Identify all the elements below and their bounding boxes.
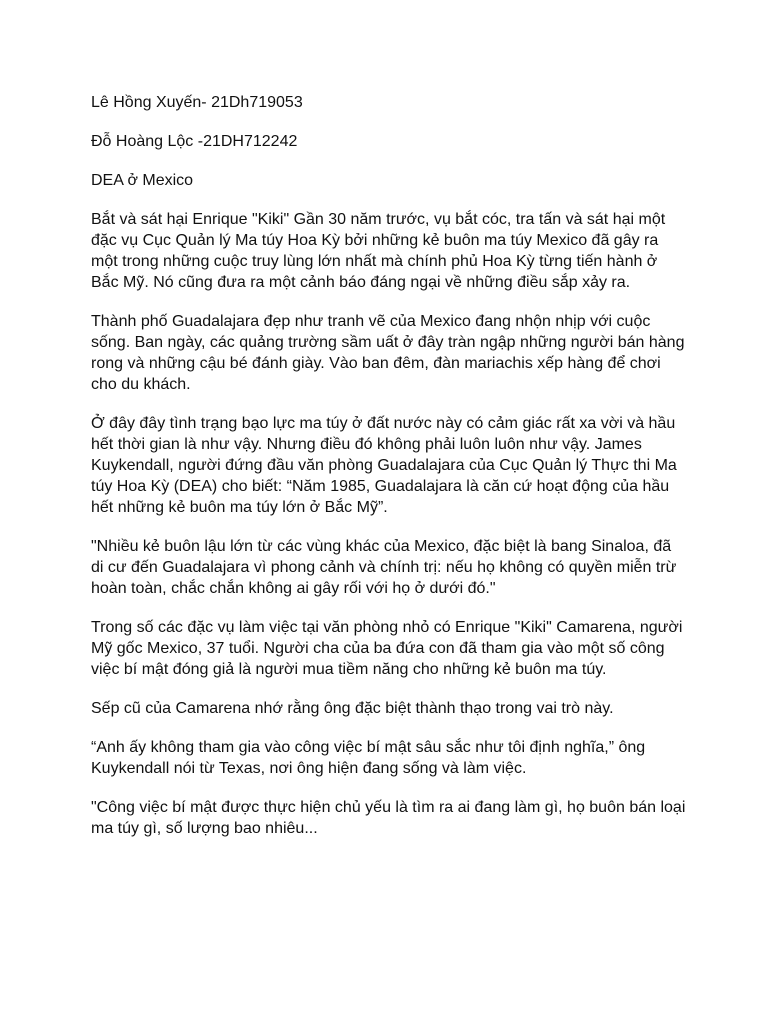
paragraph-8: "Công việc bí mật được thực hiện chủ yếu là tìm ra ai đang làm gì, họ buôn bán loại ma túy gì, số lượng bao nhiêu... [91, 799, 686, 837]
paragraph-6: Sếp cũ của Camarena nhớ rằng ông đặc biệt thành thạo trong vai trò này. [91, 700, 614, 717]
paragraph-4: "Nhiều kẻ buôn lậu lớn từ các vùng khác của Mexico, đặc biệt là bang Sinaloa, đã di cư đến Guadalajara vì phong cảnh và chính trị: nếu họ không có quyền miễn trừ hoàn toàn, chắc chắn không ai gây rối với họ ở dưới đó." [91, 538, 677, 597]
paragraph-5: Trong số các đặc vụ làm việc tại văn phòng nhỏ có Enrique "Kiki" Camarena, người Mỹ gốc Mexico, 37 tuổi. Người cha của ba đứa con đã tham gia vào một số công việc bí mật đóng giả là người mua tiềm năng cho những kẻ buôn ma túy. [91, 619, 683, 678]
author-line-1: Lê Hồng Xuyến- 21Dh719053 [91, 94, 303, 111]
paragraph-7: “Anh ấy không tham gia vào công việc bí mật sâu sắc như tôi định nghĩa,” ông Kuykendall nói từ Texas, nơi ông hiện đang sống và làm việc. [91, 739, 646, 777]
paragraph-3: Ở đây đây tình trạng bạo lực ma túy ở đất nước này có cảm giác rất xa vời và hầu hết thời gian là như vậy. Nhưng điều đó không phải luôn luôn như vậy. James Kuykendall, người đứng đầu văn phòng Guadalajara của Cục Quản lý Thực thi Ma túy Hoa Kỳ (DEA) cho biết: “Năm 1985, Guadalajara là căn cứ hoạt động của hầu hết những kẻ buôn ma túy lớn ở Bắc Mỹ”. [91, 415, 677, 516]
document-title: DEA ở Mexico [91, 172, 194, 189]
paragraph-1: Bắt và sát hại Enrique "Kiki" Gần 30 năm trước, vụ bắt cóc, tra tấn và sát hại một đặc vụ Cục Quản lý Ma túy Hoa Kỳ bởi những kẻ buôn ma túy Mexico đã gây ra một trong những cuộc truy lùng lớn nhất mà chính phủ Hoa Kỳ từng tiến hành ở Bắc Mỹ. Nó cũng đưa ra một cảnh báo đáng ngại về những điều sắp xảy ra. [91, 211, 666, 291]
author-line-2: Đỗ Hoàng Lộc -21DH712242 [91, 133, 298, 150]
paragraph-2: Thành phố Guadalajara đẹp như tranh vẽ của Mexico đang nhộn nhịp với cuộc sống. Ban ngày, các quảng trường sầm uất ở đây tràn ngập những người bán hàng rong và những cậu bé đánh giày. Vào ban đêm, đàn mariachis xếp hàng để chơi cho du khách. [91, 313, 685, 393]
